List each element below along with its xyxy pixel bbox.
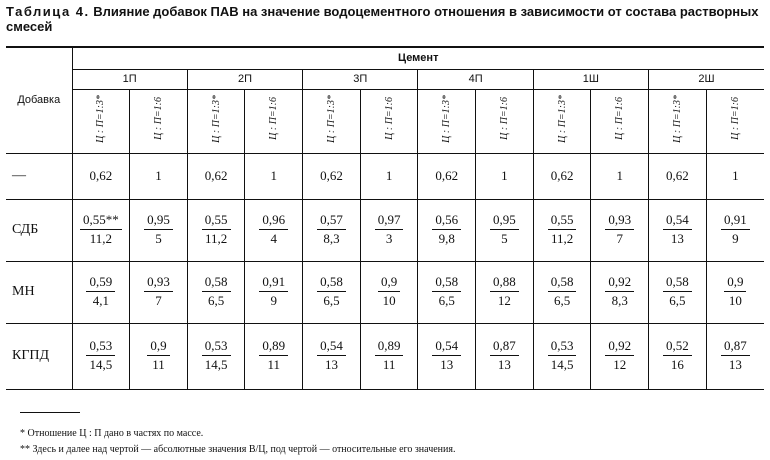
absolute-value: 1 [732,168,739,183]
value-cell [72,323,130,389]
absolute-value: 0,87 [721,338,750,356]
absolute-value: 0,62 [204,168,228,183]
relative-value: 11 [152,357,165,372]
ratio-header [360,89,418,153]
value-cell [706,199,764,261]
value-cell [245,153,303,199]
value-cell [418,323,476,389]
absolute-value: 0,62 [550,168,574,183]
ratio-header [649,89,707,153]
absolute-value: 0,91 [721,212,750,230]
table-caption: Влияние добавок ПАВ на значение водоцементного отношения в зависимости от состава растворных смесей [6,4,759,34]
absolute-value: 0,62 [320,168,343,183]
fraction [259,212,288,247]
fraction [317,338,346,373]
footnote-1: * Отношение Ц : П дано в частях по массе. [20,428,204,439]
table-number: Таблица 4. [6,4,90,19]
fraction [605,274,634,309]
relative-value: 7 [155,293,162,308]
value-cell [476,199,534,261]
relative-value: 11,2 [205,231,228,246]
cement-type-header: 3П [303,69,418,89]
value-cell [303,261,361,323]
value-cell [418,153,476,199]
absolute-value: 1 [501,168,508,183]
fraction [317,212,346,247]
fraction [605,338,634,373]
relative-value: 11,2 [550,231,574,246]
relative-value: 12 [497,293,511,308]
absolute-value: 0,9 [147,338,169,356]
value-cell [303,153,361,199]
fraction [378,274,400,309]
absolute-value: 0,93 [144,274,173,292]
relative-value: 8,3 [323,231,340,246]
cement-header: Цемент [72,47,764,69]
absolute-value: 0,87 [490,338,519,356]
relative-value: 3 [385,231,393,246]
fraction [721,212,750,247]
fraction [548,274,577,309]
fraction [317,274,346,309]
fraction [490,212,519,247]
value-cell [533,153,591,199]
value-cell [130,323,188,389]
ratio-label: Ц : П=1:6 [614,97,626,140]
absolute-value: 0,57 [317,212,346,230]
fraction [144,274,173,309]
value-cell [533,323,591,389]
ratio-label: Ц : П=1:6 [498,97,510,140]
value-cell [706,153,764,199]
fraction [724,274,746,309]
value-cell [533,261,591,323]
relative-value: 12 [613,357,627,372]
fraction [663,274,692,309]
value-cell [591,323,649,389]
value-cell [130,153,188,199]
table-row [6,199,764,261]
ratio-label: Ц : П=1:6 [729,97,741,140]
cement-type-header: 2П [187,69,302,89]
value-cell [360,199,418,261]
value-cell [706,261,764,323]
fraction [432,338,461,373]
absolute-value: 1 [155,168,162,183]
relative-value: 14,5 [550,357,574,372]
table-title [6,4,766,34]
value-cell [591,153,649,199]
value-cell [245,261,303,323]
absolute-value: 0,62 [89,168,113,183]
absolute-value: 0,54 [432,338,461,356]
cement-type-header: 1Ш [533,69,648,89]
fraction [86,338,115,373]
relative-value: 9 [732,231,739,246]
ratio-label: Ц : П=1:6 [268,97,280,140]
fraction [202,338,231,373]
absolute-value: 0,58 [663,274,692,292]
relative-value: 9 [270,293,278,308]
fraction [548,338,577,373]
ratio-header [303,89,361,153]
ratio-header [72,89,130,153]
relative-value: 14,5 [204,357,228,372]
relative-value: 9,8 [438,231,455,246]
ratio-label: Ц : П=1:6 [152,97,164,140]
fraction [490,338,519,373]
relative-value: 13 [670,231,684,246]
ratio-header [245,89,303,153]
value-cell [303,199,361,261]
absolute-value: 1 [270,168,278,183]
relative-value: 10 [728,293,742,308]
absolute-value: 0,54 [317,338,346,356]
value-cell [476,261,534,323]
fraction [432,274,461,309]
relative-value: 6,5 [669,293,686,308]
absolute-value: 0,53 [202,338,231,356]
relative-value: 14,5 [89,357,113,372]
additive-header: Добавка [6,47,72,153]
relative-value: 8,3 [611,293,628,308]
value-cell [649,199,707,261]
absolute-value: 0,59 [86,274,115,292]
data-table [6,46,764,390]
footnote-2: ** Здесь и далее над чертой — абсолютные значения В/Ц, под чертой — относительные его значения. [20,444,456,455]
relative-value: 11 [267,357,281,372]
absolute-value: 0,55** [80,212,122,230]
fraction [663,338,692,373]
absolute-value: 0,9 [378,274,400,292]
relative-value: 13 [440,357,454,372]
relative-value: 13 [728,357,742,372]
value-cell [649,261,707,323]
fraction [144,212,173,247]
table-row [6,261,764,323]
ratio-label: Ц : П=1:3* [441,94,453,143]
additive-name: КГПД [6,323,72,389]
value-cell [245,323,303,389]
absolute-value: 0,58 [548,274,577,292]
absolute-value: 0,95 [490,212,519,230]
additive-name: СДБ [6,199,72,261]
ratio-header [418,89,476,153]
value-cell [476,153,534,199]
value-cell [303,323,361,389]
cement-type-header: 2Ш [649,69,764,89]
ratio-header [533,89,591,153]
relative-value: 6,5 [438,293,455,308]
ratio-label: Ц : П=1:3* [556,94,568,143]
relative-value: 13 [324,357,338,372]
absolute-value: 0,89 [375,338,404,356]
relative-value: 13 [497,357,511,372]
value-cell [187,153,245,199]
fraction [490,274,519,309]
absolute-value: 0,9 [724,274,746,292]
value-cell [187,323,245,389]
value-cell [533,199,591,261]
ratio-header [476,89,534,153]
fraction [375,338,404,373]
absolute-value: 0,95 [144,212,173,230]
value-cell [360,261,418,323]
absolute-value: 0,88 [490,274,519,292]
fraction [432,212,461,247]
fraction [548,212,577,247]
relative-value: 5 [501,231,508,246]
absolute-value: 0,89 [259,338,288,356]
value-cell [418,199,476,261]
value-cell [187,199,245,261]
value-cell [591,199,649,261]
absolute-value: 0,62 [666,168,689,183]
value-cell [360,323,418,389]
fraction [147,338,169,373]
relative-value: 6,5 [323,293,340,308]
fraction [663,212,692,247]
value-cell [706,323,764,389]
absolute-value: 0,53 [86,338,115,356]
relative-value: 11,2 [89,231,112,246]
fraction [605,212,634,247]
fraction [80,212,122,247]
ratio-label: Ц : П=1:3* [210,94,222,143]
relative-value: 16 [670,357,684,372]
additive-name: МН [6,261,72,323]
absolute-value: 0,97 [375,212,404,230]
fraction [202,212,231,247]
relative-value: 5 [155,231,162,246]
ratio-label: Ц : П=1:3* [325,94,337,143]
absolute-value: 0,55 [202,212,231,230]
absolute-value: 0,92 [605,274,634,292]
additive-name: — [6,153,72,199]
ratio-header [706,89,764,153]
absolute-value: 0,58 [202,274,231,292]
value-cell [130,199,188,261]
table-row [6,153,764,199]
ratio-header [187,89,245,153]
value-cell [187,261,245,323]
value-cell [649,153,707,199]
absolute-value: 0,54 [663,212,692,230]
value-cell [245,199,303,261]
ratio-header [130,89,188,153]
relative-value: 10 [382,293,396,308]
relative-value: 7 [616,231,623,246]
value-cell [360,153,418,199]
relative-value: 6,5 [208,293,225,308]
absolute-value: 0,62 [435,168,459,183]
ratio-label: Ц : П=1:3* [671,94,683,143]
absolute-value: 0,56 [432,212,461,230]
fraction [721,338,750,373]
fraction [86,274,115,309]
cement-type-header: 1П [72,69,187,89]
absolute-value: 0,52 [663,338,692,356]
ratio-label: Ц : П=1:6 [383,97,395,140]
absolute-value: 0,92 [605,338,634,356]
fraction [259,274,288,309]
value-cell [649,323,707,389]
absolute-value: 0,58 [317,274,346,292]
value-cell [72,153,130,199]
value-cell [72,261,130,323]
relative-value: 11 [382,357,396,372]
relative-value: 4,1 [92,293,109,308]
absolute-value: 0,93 [605,212,634,230]
data-table-wrapper [6,46,764,390]
ratio-header [591,89,649,153]
table-row [6,323,764,389]
cement-type-header: 4П [418,69,533,89]
absolute-value: 1 [616,168,623,183]
fraction [375,212,404,247]
footnotes [20,412,760,458]
absolute-value: 0,55 [548,212,577,230]
value-cell [476,323,534,389]
absolute-value: 0,91 [259,274,288,292]
absolute-value: 0,53 [548,338,577,356]
relative-value: 4 [270,231,278,246]
value-cell [418,261,476,323]
fraction [259,338,288,373]
absolute-value: 0,96 [259,212,288,230]
value-cell [591,261,649,323]
fraction [202,274,231,309]
ratio-label: Ц : П=1:3* [95,94,107,143]
value-cell [130,261,188,323]
absolute-value: 0,58 [432,274,461,292]
relative-value: 6,5 [553,293,571,308]
value-cell [72,199,130,261]
absolute-value: 1 [385,168,393,183]
